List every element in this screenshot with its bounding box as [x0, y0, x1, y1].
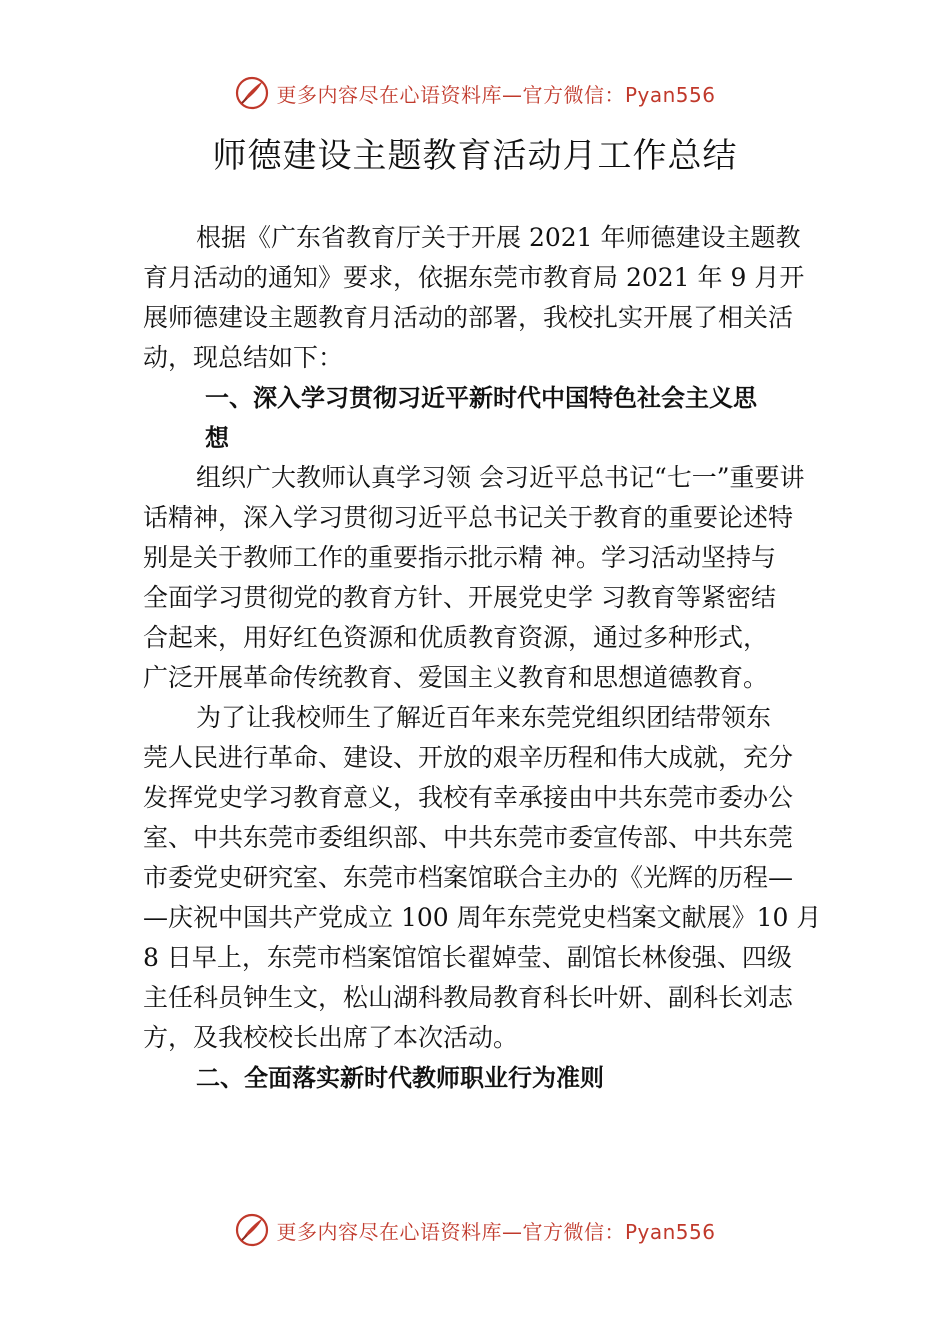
document-body: [143, 218, 823, 1098]
paragraph-line: 广泛开展革命传统教育、爱国主义教育和思想道德教育。: [143, 663, 769, 692]
paragraph-line: 全面学习贯彻党的教育方针、开展党史学 习教育等紧密结: [143, 583, 776, 612]
paragraph-line: —庆祝中国共产党成立 100 周年东莞党史档案文献展》10 月: [143, 903, 822, 932]
quill-seal-icon: [234, 1212, 270, 1248]
paragraph-line: 组织广大教师认真学习领 会习近平总书记“七一”重要讲: [196, 463, 805, 492]
section-heading-2: 二、全面落实新时代教师职业行为准则: [196, 1064, 604, 1092]
page-title: 师德建设主题教育活动月工作总结: [212, 136, 738, 176]
paragraph-line: 8 日早上，东莞市档案馆馆长翟婥莹、副馆长林俊强、四级: [143, 943, 792, 972]
paragraph-line: 合起来，用好红色资源和优质教育资源，通过多种形式，: [143, 623, 769, 652]
footer-watermark-text: 更多内容尽在心语资料库—官方微信：Pyan556: [276, 1219, 716, 1244]
footer-watermark: [0, 1210, 950, 1250]
paragraph-line: 话精神，深入学习贯彻习近平总书记关于教育的重要论述特: [143, 503, 794, 532]
paragraph-line: 育月活动的通知》要求，依据东莞市教育局 2021 年 9 月开: [143, 263, 805, 292]
section-heading-1: 一、深入学习贯彻习近平新时代中国特色社会主义思: [205, 384, 757, 412]
paragraph-line: 方，及我校校长出席了本次活动。: [143, 1023, 519, 1052]
paragraph-line: 为了让我校师生了解近百年来东莞党组织团结带领东: [196, 703, 772, 732]
paragraph-line: 别是关于教师工作的重要指示批示精 神。学习活动坚持与: [143, 543, 776, 572]
paragraph-line: 动，现总结如下：: [143, 343, 344, 372]
section-heading-1-cont: 想: [205, 424, 229, 452]
header-watermark-text: 更多内容尽在心语资料库—官方微信：Pyan556: [276, 82, 716, 107]
paragraph-line: 主任科员钟生文，松山湖科教局教育科长叶妍、副科长刘志: [143, 983, 794, 1012]
paragraph-line: 莞人民进行革命、建设、开放的艰辛历程和伟大成就，充分: [143, 743, 794, 772]
header-watermark: [0, 73, 950, 113]
paragraph-line: 室、中共东莞市委组织部、中共东莞市委宣传部、中共东莞: [143, 823, 794, 852]
paragraph-line: 根据《广东省教育厅关于开展 2021 年师德建设主题教: [196, 223, 801, 252]
paragraph-line: 市委党史研究室、东莞市档案馆联合主办的《光辉的历程—: [143, 863, 794, 892]
quill-seal-icon: [234, 75, 270, 111]
paragraph-line: 发挥党史学习教育意义，我校有幸承接由中共东莞市委办公: [143, 783, 794, 812]
paragraph-line: 展师德建设主题教育月活动的部署，我校扎实开展了相关活: [143, 303, 794, 332]
